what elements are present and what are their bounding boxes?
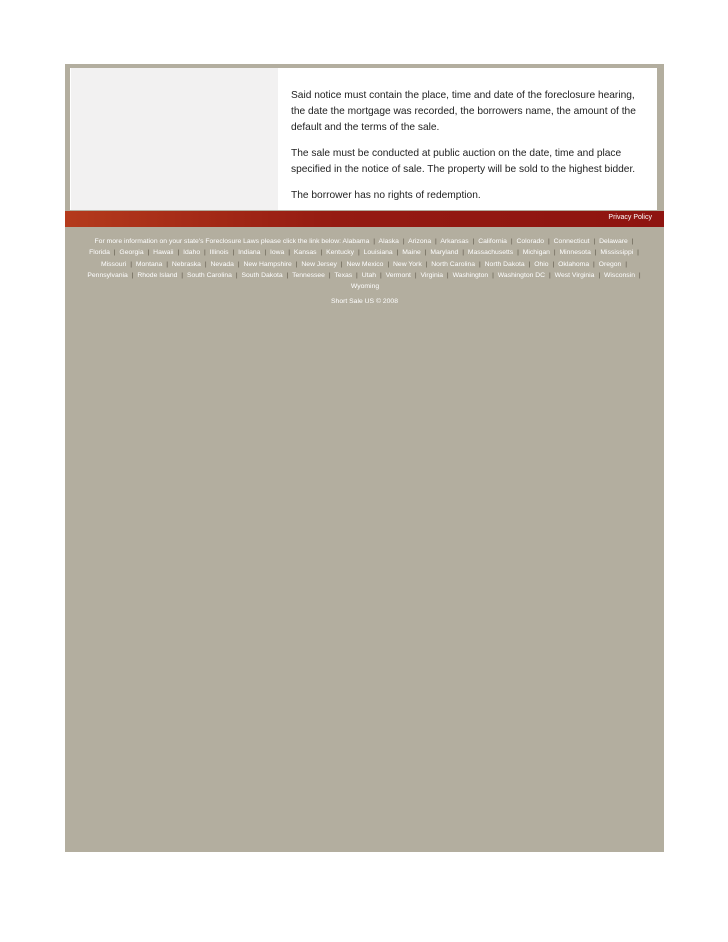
link-separator: | xyxy=(552,260,555,268)
link-separator: | xyxy=(264,249,267,257)
state-link[interactable]: Indiana xyxy=(238,249,261,257)
link-separator: | xyxy=(130,260,132,268)
state-link[interactable]: New Jersey xyxy=(301,260,337,268)
state-list xyxy=(87,238,642,290)
link-separator: | xyxy=(147,249,150,257)
content-panel xyxy=(70,68,657,210)
link-separator: | xyxy=(553,249,556,257)
state-link[interactable]: Maine xyxy=(402,249,421,257)
link-separator: | xyxy=(131,271,134,279)
state-link[interactable]: Washington xyxy=(452,271,489,279)
state-link[interactable]: North Dakota xyxy=(484,260,525,268)
link-separator: | xyxy=(435,238,437,245)
link-separator: | xyxy=(594,249,597,257)
link-separator: | xyxy=(547,238,550,245)
link-separator: | xyxy=(593,238,596,245)
link-separator: | xyxy=(204,260,207,268)
state-link[interactable]: Maryland xyxy=(430,249,459,257)
state-link[interactable]: Nevada xyxy=(210,260,234,268)
state-link[interactable]: Alaska xyxy=(378,238,399,245)
link-separator: | xyxy=(356,271,358,279)
state-link[interactable]: Hawaii xyxy=(153,249,174,257)
link-separator: | xyxy=(472,238,475,245)
state-link[interactable]: Massachusetts xyxy=(467,249,514,257)
state-link[interactable]: New York xyxy=(393,260,422,268)
state-link[interactable]: Iowa xyxy=(269,249,285,257)
state-link[interactable]: Ohio xyxy=(534,260,549,268)
state-link[interactable]: Virginia xyxy=(420,271,444,279)
link-separator: | xyxy=(373,238,376,245)
state-link[interactable]: Pennsylvania xyxy=(87,271,128,279)
privacy-policy-link[interactable]: Privacy Policy xyxy=(608,214,652,221)
state-links xyxy=(85,236,645,292)
link-separator: | xyxy=(177,249,180,257)
state-link[interactable]: Tennessee xyxy=(292,271,325,279)
state-link[interactable]: Wisconsin xyxy=(604,271,635,279)
state-link[interactable]: South Carolina xyxy=(186,271,232,279)
link-separator: | xyxy=(166,260,168,268)
state-link[interactable]: Missouri xyxy=(100,260,127,268)
link-separator: | xyxy=(402,238,405,245)
state-link[interactable]: Vermont xyxy=(385,271,411,279)
state-link[interactable]: Mississippi xyxy=(600,249,634,257)
state-link[interactable]: North Carolina xyxy=(431,260,476,268)
link-separator: | xyxy=(357,249,360,257)
state-link[interactable]: Delaware xyxy=(599,238,628,245)
link-separator: | xyxy=(181,271,184,279)
state-link[interactable]: Colorado xyxy=(516,238,545,245)
state-link[interactable]: New Mexico xyxy=(346,260,384,268)
state-link[interactable]: Rhode Island xyxy=(137,271,178,279)
link-separator: | xyxy=(528,260,531,268)
state-link[interactable]: Georgia xyxy=(119,249,144,257)
state-link[interactable]: Oregon xyxy=(598,260,622,268)
link-separator: | xyxy=(414,271,417,279)
left-column xyxy=(71,68,278,210)
link-separator: | xyxy=(286,271,289,279)
state-link[interactable]: Oklahoma xyxy=(558,260,590,268)
link-separator: | xyxy=(387,260,390,268)
state-link[interactable]: Montana xyxy=(135,260,163,268)
link-separator: | xyxy=(598,271,601,279)
state-link[interactable]: New Hampshire xyxy=(243,260,292,268)
link-separator: | xyxy=(631,238,634,245)
link-separator: | xyxy=(478,260,481,268)
link-separator: | xyxy=(625,260,627,268)
state-link[interactable]: Washington DC xyxy=(497,271,546,279)
link-separator: | xyxy=(424,249,427,257)
state-link[interactable]: Texas xyxy=(334,271,353,279)
state-link[interactable]: South Dakota xyxy=(241,271,283,279)
state-link[interactable]: Utah xyxy=(361,271,377,279)
link-separator: | xyxy=(425,260,428,268)
link-separator: | xyxy=(232,249,235,257)
paragraph-redemption: The borrower has no rights of redemption. xyxy=(291,190,481,201)
state-link[interactable]: Illinois xyxy=(209,249,229,257)
link-separator: | xyxy=(235,271,238,279)
state-link[interactable]: Florida xyxy=(89,249,110,257)
state-link[interactable]: California xyxy=(478,238,507,245)
state-link[interactable]: West Virginia xyxy=(554,271,595,279)
link-separator: | xyxy=(113,249,116,257)
state-link[interactable]: Idaho xyxy=(183,249,201,257)
link-separator: | xyxy=(637,249,639,257)
link-separator: | xyxy=(379,271,382,279)
page-frame xyxy=(65,64,664,852)
state-link[interactable]: Nebraska xyxy=(171,260,201,268)
footer-bar xyxy=(65,211,664,227)
state-link[interactable]: Kansas xyxy=(293,249,317,257)
state-link[interactable]: Arkansas xyxy=(440,238,469,245)
link-separator: | xyxy=(492,271,494,279)
link-separator: | xyxy=(462,249,464,257)
state-link[interactable]: Connecticut xyxy=(553,238,590,245)
paragraph-notice: Said notice must contain the place, time and date of the foreclosure hearing, the date the mortgage was recorded, the borrowers name, the amount of the default and the terms of the sale. xyxy=(291,90,636,133)
link-separator: | xyxy=(396,249,399,257)
link-separator: | xyxy=(237,260,240,268)
states-intro: For more information on your state's Foreclosure Laws please click the link below: xyxy=(94,238,342,245)
link-separator: | xyxy=(204,249,206,257)
link-separator: | xyxy=(295,260,298,268)
link-separator: | xyxy=(510,238,513,245)
link-separator: | xyxy=(320,249,323,257)
state-link[interactable]: Wyoming xyxy=(350,283,380,291)
link-separator: | xyxy=(549,271,551,279)
link-separator: | xyxy=(446,271,449,279)
state-link[interactable]: Arizona xyxy=(408,238,432,245)
state-link[interactable]: Alabama xyxy=(342,238,370,245)
paragraph-auction: The sale must be conducted at public auction on the date, time and place specified in the notice of sale. The property will be sold to the highest bidder. xyxy=(291,148,636,175)
article-text xyxy=(291,88,651,214)
link-separator: | xyxy=(288,249,290,257)
state-link[interactable]: Michigan xyxy=(522,249,550,257)
copyright: Short Sale US © 2008 xyxy=(331,298,398,305)
state-link[interactable]: Kentucky xyxy=(326,249,355,257)
link-separator: | xyxy=(638,271,641,279)
link-separator: | xyxy=(517,249,519,257)
link-separator: | xyxy=(340,260,343,268)
link-separator: | xyxy=(328,271,331,279)
link-separator: | xyxy=(593,260,595,268)
state-link[interactable]: Minnesota xyxy=(559,249,591,257)
state-link[interactable]: Louisiana xyxy=(363,249,393,257)
